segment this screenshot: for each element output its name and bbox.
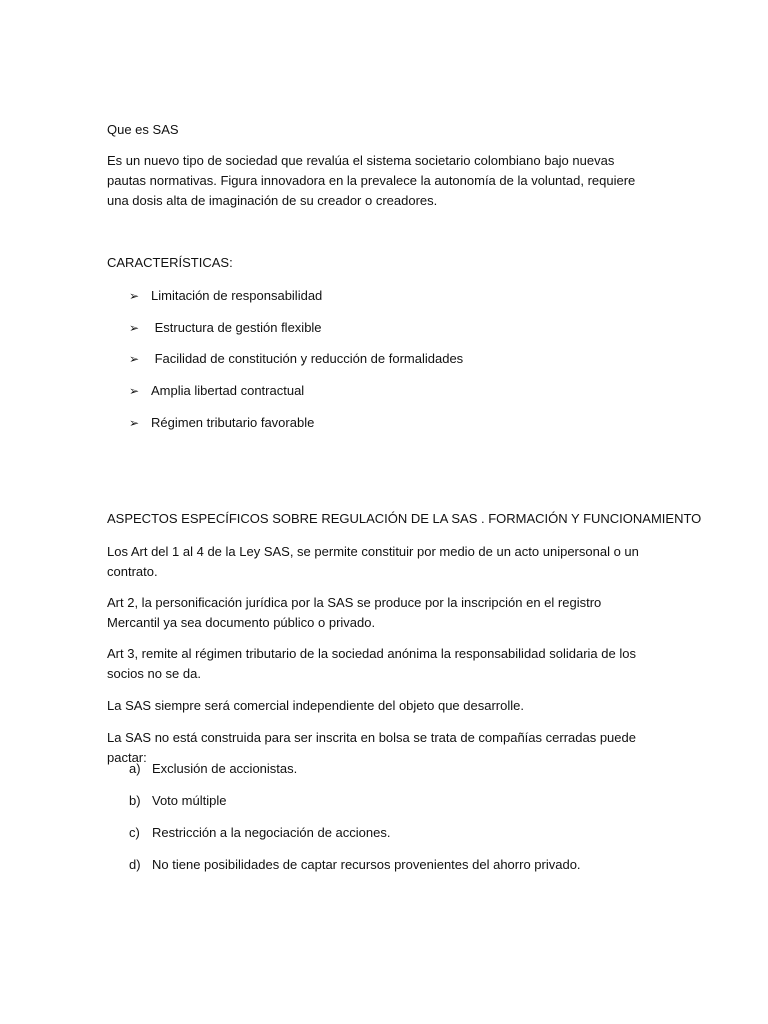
arrow-bullet-icon: ➢ bbox=[129, 384, 140, 398]
list-item-text: Restricción a la negociación de acciones. bbox=[152, 825, 391, 840]
list-marker: a) bbox=[129, 761, 141, 776]
list-item bbox=[129, 761, 297, 776]
intro-paragraph: Es un nuevo tipo de sociedad que revalúa el sistema societario colombiano bajo nuevas pautas normativas. Figura innovadora en la prevalece la autonomía de la voluntad, requiere una dosis alta de imaginación de su creador o creadores. bbox=[107, 153, 636, 208]
list-item bbox=[129, 351, 463, 366]
body-paragraph: La SAS no está construida para ser inscrita en bolsa se trata de compañías cerradas puede pactar: bbox=[107, 730, 636, 765]
list-marker: d) bbox=[129, 857, 141, 872]
list-item-text: No tiene posibilidades de captar recursos provenientes del ahorro privado. bbox=[152, 857, 581, 872]
body-paragraph: Art 2, la personificación jurídica por la SAS se produce por la inscripción en el registro Mercantil ya sea documento público o privado. bbox=[107, 595, 602, 630]
list-item bbox=[129, 857, 581, 872]
list-marker: c) bbox=[129, 825, 140, 840]
body-paragraph: Art 3, remite al régimen tributario de la sociedad anónima la responsabilidad solidaria de los socios no se da. bbox=[107, 646, 636, 681]
arrow-bullet-icon: ➢ bbox=[129, 416, 140, 430]
list-item bbox=[129, 383, 304, 398]
list-item bbox=[129, 793, 226, 808]
caracteristicas-heading: CARACTERÍSTICAS: bbox=[107, 255, 233, 270]
body-paragraph: La SAS siempre será comercial independiente del objeto que desarrolle. bbox=[107, 698, 524, 713]
list-item bbox=[129, 288, 322, 303]
list-item-text: Voto múltiple bbox=[152, 793, 227, 808]
document-title: Que es SAS bbox=[107, 122, 179, 137]
arrow-bullet-icon: ➢ bbox=[129, 352, 140, 366]
list-item-text: Amplia libertad contractual bbox=[151, 383, 305, 398]
list-marker: b) bbox=[129, 793, 141, 808]
list-item-text: Facilidad de constitución y reducción de formalidades bbox=[151, 351, 464, 366]
list-item-text: Régimen tributario favorable bbox=[151, 415, 315, 430]
list-item-text: Estructura de gestión flexible bbox=[151, 320, 322, 335]
list-item bbox=[129, 320, 322, 335]
list-item-text: Limitación de responsabilidad bbox=[151, 288, 323, 303]
aspectos-heading: ASPECTOS ESPECÍFICOS SOBRE REGULACIÓN DE LA SAS . FORMACIÓN Y FUNCIONAMIENTO bbox=[107, 511, 702, 526]
arrow-bullet-icon: ➢ bbox=[129, 289, 140, 303]
body-paragraph: Los Art del 1 al 4 de la Ley SAS, se permite constituir por medio de un acto unipersonal o un contrato. bbox=[107, 544, 639, 579]
list-item bbox=[129, 415, 314, 430]
list-item bbox=[129, 825, 390, 840]
list-item-text: Exclusión de accionistas. bbox=[152, 761, 298, 776]
arrow-bullet-icon: ➢ bbox=[129, 321, 140, 335]
